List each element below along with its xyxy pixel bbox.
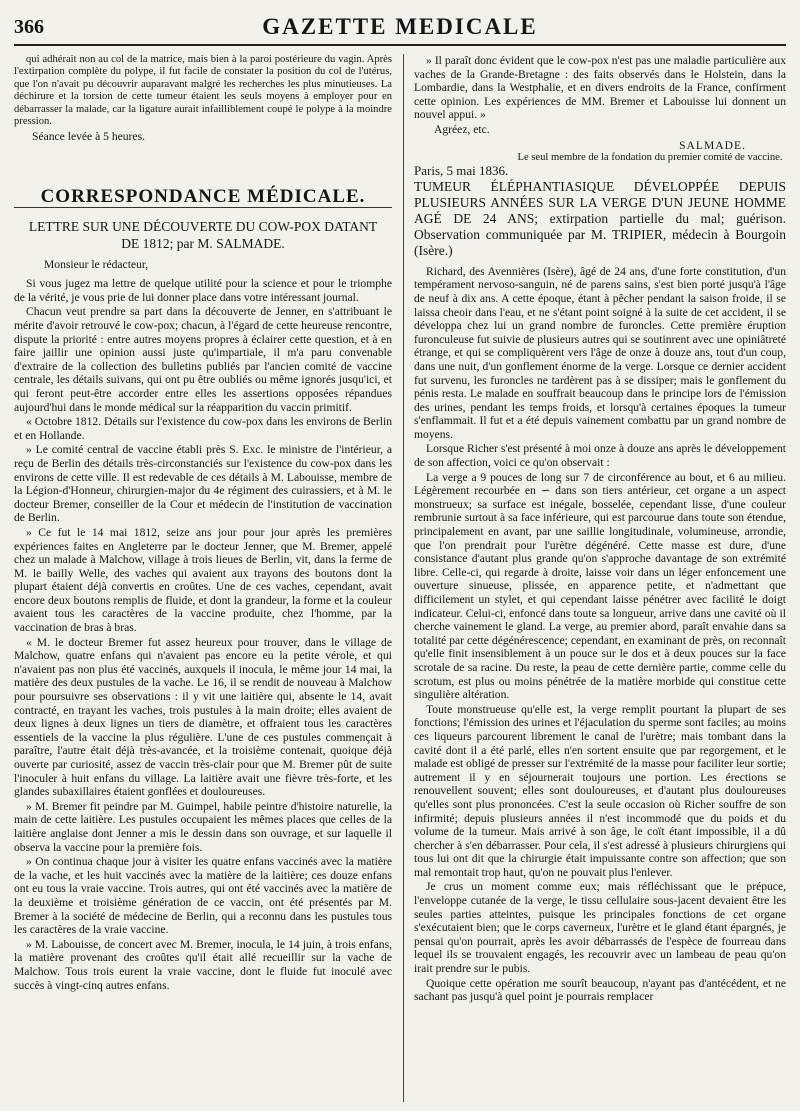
case-paragraph: Je crus un moment comme eux; mais réfléchissant que le prépuce, l'enveloppe cutanée de la verge, le tissu cellulaire sous-jacent devaient être les seules parties atteintes, puisque les principales fonctions de cet organe s'exécutaient bien; que le corps caverneux, l'urètre et le gland étant épargnés, je pensai qu'on pourrait, après les avoir débarrassés de l'espèce de fourreau dans lequel ils se trouvaient engagés, les recouvrir avec un lambeau de peau qu'on irait prendre sur le pubis.	[414, 880, 786, 976]
case-paragraph: Lorsque Richer s'est présenté à moi onze à douze ans après le développement de son affection, voici ce qu'on observait :	[414, 442, 786, 470]
letter-paragraph: Si vous jugez ma lettre de quelque utilité pour la science et pour le triomphe de la vérité, je vous prie de lui donner place dans votre intéressant journal.	[14, 277, 392, 304]
letter-paragraph: Chacun veut prendre sa part dans la découverte de Jenner, en s'attribuant le mérite d'avoir retrouvé le cow-pox; chacun, à l'égard de cette heureuse rencontre, dispute la priorité : entre autres moyens propres à éclairer cette question, et à en faire jaillir une opinion aussi juste qu'impartiale, il m'a paru convenable d'extraire de la collection des bulletins publiés par l'ancien comité de vaccine centrale, les détails suivans, qui ont pu être oubliés ou même ignorés jusqu'ici, et qui feront peut-être accorder entre elles les assertions opposées répandues aujourd'hui dans le monde médical sur la réapparition du vaccin primitif.	[14, 305, 392, 414]
letter-salutation: Monsieur le rédacteur,	[44, 257, 149, 271]
case-paragraph: La verge a 9 pouces de long sur 7 de circonférence au bout, et 6 au milieu. Légèrement recourbée en ∽ dans son tiers antérieur, cet organe a un aspect monstrueux; sa surface est inégale, bosselée, cependant lisse, d'une couleur rembrunie surtout à sa face inférieure, qui est parcourue dans toute son étendue, principalement en avant, par une saillie longitudinale, volumineuse, arrondie, que l'on prendrait pour l'urètre dégénéré. Cette masse est dure, d'une consistance d'autant plus grande qu'on s'approche davantage de son extrémité libre. Celle-ci, qui regarde à droite, laisse voir dans un léger enfoncement une ouverture sinueuse, plissée, en apparence petite, et n'admettant que difficilement un stylet, et qui cependant laisse pénétrer avec facilité le doigt indicateur. Celui-ci, enfoncé dans toute sa longueur, arrive dans une cavité où il cherche vainement le gland. La verge, au premier abord, paraît envahie dans sa totalité par cette dégénérescence; cependant, en examinant de près, on reconnaît qu'elle finit insensiblement à un pouce sur le dos et à deux pouces sur la face scrotale de sa racine. Du reste, la peau de cette dernière partie, comme celle du scrotum, est plus ou moins pénétrée de la matière morbide qui constitue cette singulière altération.	[414, 470, 786, 702]
left-column	[14, 54, 392, 1106]
section-title: CORRESPONDANCE MÉDICALE.	[14, 190, 392, 208]
letter-paragraph: « M. le docteur Bremer fut assez heureux pour trouver, dans le village de Malchow, quatre enfans qui n'avaient pas encore eu la petite vérole, et qui n'avaient pas non plus été vaccinés, auxquels il inocula, le même jour 14 mai, la matière des deux pustules de la vache. Le 16, il se rendit de nouveau à Malchow pour poursuivre ses observations : il y vit une laitière qui, absente le 14, avait contracté, en trayant les vaches, trois pustules à la main droite; elles avaient de deux lignes à deux lignes un tiers de diamètre, et offraient tous les caractères essentiels de la vaccine la plus régulière. L'une de ces pustules commençait à paraître, l'autre était déjà très-avancée, et la troisième contenait, quoique déjà ouverte par curiosité, assez de vaccin très-clair pour que M. Bremer pût de suite l'inoculer à huit enfans du village. La laitière avait une fièvre très-forte, et les glandes subaxillaires étaient gonflées et douloureuses.	[14, 635, 392, 799]
case-paragraph: Toute monstrueuse qu'elle est, la verge remplit pourtant la plupart de ses fonctions; l'émission des urines et l'éjaculation du sperme sont faciles; au moins ces liqueurs parcourent librement le canal de l'urètre; mais tombant dans la cavité dont il a été parlé, elles n'en sortent ensuite que par regorgement, et le malade est obligé de presser sur l'extrémité de la masse pour faciliter leur sortie; autrement il y en séjournerait toujours une portion. Les érections se renouvellent souvent; elles sont douloureuses, et d'autant plus douloureuses qu'elles sont plus prononcées. C'est la seule occasion où Richer souffre de son infirmité; depuis plusieurs années il n'est incommodé que du poids et du volume de la tumeur. Mais arrivé à son âge, le coït étant impossible, il a dû chercher à s'en débarrasser. Pour cela, il s'est adressé à plusieurs chirurgiens qui tous lui ont dit que la chirurgie était impuissante contre son affection; que son mal remontait trop haut, qu'on ne pouvait plus l'enlever.	[414, 702, 786, 879]
letter-paragraph: « Octobre 1812. Détails sur l'existence du cow-pox dans les environs de Berlin et en Hollande.	[14, 415, 392, 442]
letter-paragraph: » Le comité central de vaccine établi près S. Exc. le ministre de l'intérieur, a reçu de Berlin des détails très-circonstanciés sur l'existence du cow-pox dans les environs de cette ville. Il est redevable de ces détails à M. Labouisse, membre de la Légion-d'Honneur, chirurgien-major du 4e régiment des cuirassiers, et à M. le docteur Bremer, conseiller de la Cour et médecin de l'institution de vaccination de Berlin.	[14, 443, 392, 525]
letter-conclusion: » Il paraît donc évident que le cow-pox n'est pas une maladie particulière aux vaches de la Grande-Bretagne : des faits observés dans le Holstein, dans la Lombardie, dans la Westphalie, et en divers endroits de la France, confirment cette opinion. Les expériences de MM. Bremer et Labouisse lui donnent un nouvel appui. »	[414, 54, 786, 122]
letter-signature: SALMADE.	[679, 138, 746, 152]
page-header	[14, 14, 786, 46]
letter-paragraph: » M. Bremer fit peindre par M. Guimpel, habile peintre d'histoire naturelle, la main de cette laitière. Les pustules occupaient les mêmes places que celles de la laitière anglaise dont Jenner a mis le dessin dans son ouvrage, et sur laquelle il observa la vaccine pour la première fois.	[14, 799, 392, 854]
journal-title: GAZETTE MEDICALE	[262, 14, 538, 39]
seance-closing: Séance levée à 5 heures.	[32, 130, 145, 144]
letter-title: LETTRE SUR UNE DÉCOUVERTE DU COW-POX DATANT DE 1812; par M. SALMADE.	[28, 218, 378, 251]
case-paragraph: Richard, des Avennières (Isère), âgé de 24 ans, d'une forte constitution, d'un tempérament nervoso-sanguin, né de parens sains, s'est bien porté jusqu'à l'âge de neuf à dix ans. A cette époque, étant à pêcher pendant la saison froide, il se laissa cheoir dans l'eau, et ne s'étant point soigné à la suite de cet accident, il se développa chez lui un grand nombre de furoncles. Cette première éruption furonculeuse fut suivie de plusieurs autres qui se soutinrent avec une opiniâtreté étrange, et qui se compliquèrent vers l'âge de onze à douze ans, tout d'un coup, dans une nuit, d'un gonflement énorme de la verge. Lorsque ce dernier accident fut survenu, les furoncles ne tardèrent pas à se dissiper; mais le gonflement du pénis resta. Le malade en souffrait beaucoup dans le principe lors de l'émission des urines, pendant les temps froids, et lorsqu'à certaines époques la tumeur s'enflammait. Il fut et a été depuis vainement combattu par un grand nombre de moyens.	[414, 264, 786, 441]
signature-note: Le seul membre de la fondation du premier comité de vaccine.	[517, 152, 783, 164]
letter-paragraph: » On continua chaque jour à visiter les quatre enfans vaccinés avec la matière de la vache, et les huit vaccinés avec la matière de la laitière; ces douze enfans ont eu tous la vraie vaccine. Trois autres, qui ont été vaccinés avec la matière de la deuxième et troisième génération de ce vaccin, ont été présentés par M. Bremer à la société de médecine de Berlin, qui a reconnu dans les pustules tous les caractères de la vraie vaccine.	[14, 855, 392, 937]
column-rule	[403, 54, 404, 1102]
case-paragraph: Quoique cette opération me sourît beaucoup, n'ayant pas d'antécédent, et ne sachant pas jusqu'à quel point je pourrais remplacer	[414, 976, 786, 1004]
dateline: Paris, 5 mai 1836.	[414, 163, 509, 179]
letter-paragraph: » M. Labouisse, de concert avec M. Bremer, inocula, le 14 juin, à trois enfans, la matière provenant des croûtes qu'il était allé recueillir sur la vache de Malchow. Tous trois eurent la vraie vaccine, dont le fluide fut inoculé avec succès à vingt-cinq autres enfans.	[14, 937, 392, 992]
continued-paragraph: qui adhérait non au col de la matrice, mais bien à la paroi postérieure du vagin. Après l'extirpation complète du polype, il fut facile de constater la position du col de l'utérus, que l'on n'avait pu découvrir auparavant malgré les recherches les plus minutieuses. La déchirure et la torsion de cette tumeur étaient les seuls moyens à employer pour en débarrasser la malade, car la ligature aurait infailliblement coupé le polype à la moindre pression.	[14, 54, 392, 128]
right-column	[414, 54, 786, 1106]
letter-paragraph: » Ce fut le 14 mai 1812, seize ans jour pour jour après les premières expériences faites en Angleterre par le docteur Jenner, que M. Bremer, appelé chez un malade à Malchow, village à trois lieues de Berlin, vit, dans la ferme de M. le bailly Welle, des vaches qui avaient aux trayons des boutons dont la plupart étaient déjà convertis en croûtes. Une de ces vaches, cependant, avait encore deux boutons remplis de fluide, et dont la grandeur, la forme et la couleur avaient tous les caractères de la vaccine produite, chez l'homme, par la vaccination de bras à bras.	[14, 525, 392, 635]
page-number: 366	[14, 16, 44, 38]
letter-closing: Agréez, etc.	[434, 122, 490, 136]
case-title: TUMEUR ÉLÉPHANTIASIQUE DÉVELOPPÉE DEPUIS PLUSIEURS ANNÉES SUR LA VERGE D'UN JEUNE HOMME AGÉ DE 24 ANS; extirpation partielle du mal; guérison. Observation communiquée par M. TRIPIER, médecin à Bourgoin (Isère.)	[414, 178, 786, 258]
